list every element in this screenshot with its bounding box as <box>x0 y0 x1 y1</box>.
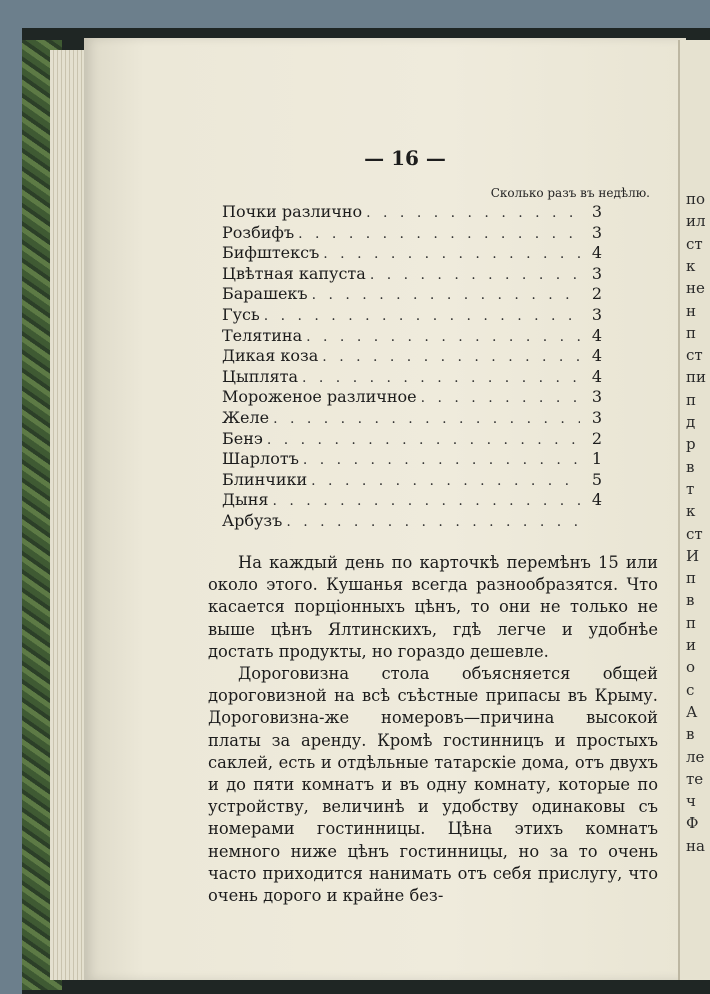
leader-dots <box>273 411 580 427</box>
leader-dots <box>267 432 580 448</box>
times-per-week: 4 <box>591 243 602 263</box>
facing-page-fragment: ил <box>686 212 706 231</box>
menu-row <box>222 305 602 326</box>
facing-page-fragment: ст <box>686 234 703 253</box>
column-header: Сколько разъ въ недѣлю. <box>490 186 650 200</box>
dish-name: Цвѣтная капуста <box>222 263 366 283</box>
menu-row <box>222 511 602 532</box>
times-per-week: 3 <box>591 387 602 407</box>
menu-row <box>222 408 602 429</box>
leader-dots <box>322 349 580 365</box>
menu-row <box>222 243 602 264</box>
leader-dots <box>370 267 580 283</box>
facing-page-fragment: д <box>686 413 696 431</box>
facing-page-fragment: п <box>686 323 696 342</box>
times-per-week: 4 <box>591 346 602 366</box>
leader-dots <box>366 205 580 221</box>
facing-page-fragment: ле <box>686 747 705 766</box>
menu-row <box>222 346 602 367</box>
times-per-week: 2 <box>591 428 602 448</box>
dish-name: Дикая коза <box>222 346 319 366</box>
facing-page-fragment: с <box>686 680 695 699</box>
dish-name: Цыплята <box>222 366 298 386</box>
dish-name: Бенэ <box>222 428 263 448</box>
menu-row <box>222 264 602 285</box>
menu-row <box>222 429 602 450</box>
facing-page-fragment: о <box>686 658 696 677</box>
leader-dots <box>302 370 580 386</box>
leader-dots <box>421 390 580 406</box>
menu-row <box>222 490 602 511</box>
times-per-week: 3 <box>591 222 602 242</box>
dish-name: Шарлотъ <box>222 449 299 469</box>
times-per-week: 3 <box>591 263 602 283</box>
dish-name: Бифштексъ <box>222 243 320 263</box>
menu-row <box>222 367 602 388</box>
dish-name: Гусь <box>222 304 260 324</box>
facing-page-fragment: И <box>686 546 700 565</box>
dish-name: Арбузъ <box>222 510 283 530</box>
times-per-week: 3 <box>591 202 602 221</box>
facing-page-fragment: к <box>686 502 696 521</box>
menu-row <box>222 223 602 244</box>
facing-page-fragment: к <box>686 256 696 275</box>
leader-dots <box>303 452 580 468</box>
facing-page-fragment: п <box>686 613 696 632</box>
times-per-week: 2 <box>591 284 602 304</box>
facing-page-fragment: в <box>686 457 695 476</box>
dish-name: Почки различно <box>222 202 363 221</box>
leader-dots <box>286 514 580 530</box>
times-per-week: 3 <box>591 304 602 324</box>
times-per-week: 1 <box>591 449 602 469</box>
facing-page-edge <box>678 40 710 980</box>
facing-page-fragment: ст <box>686 346 703 365</box>
dish-name: Желе <box>222 407 270 427</box>
facing-page-fragment: по <box>686 190 706 208</box>
facing-page-fragment: р <box>686 435 696 454</box>
times-per-week: 5 <box>591 469 602 489</box>
times-per-week: 4 <box>591 325 602 345</box>
facing-page-fragment: т <box>686 479 695 498</box>
menu-list <box>222 202 602 532</box>
body-text <box>208 552 658 907</box>
dish-name: Дыня <box>222 490 269 510</box>
paragraph: Дороговизна стола объясняется общей дороговизной на всѣ съѣстные припасы въ Крыму. Дороговизна-же номеровъ—причина высокой платы за аренду. Кромѣ гостинницъ и простыхъ саклей, есть и отдѣльные татарскіе дома, отъ двухъ и до пяти комнатъ и въ одну комнату, которые по устройству, величинѣ и удобству одинаковы съ номерами гостинницы. Цѣна этихъ комнатъ немного ниже цѣнъ гостинницы, но за то очень часто приходится нанимать отъ себя прислугу, что очень дорого и крайне без- <box>208 664 658 906</box>
leader-dots <box>298 226 580 242</box>
leader-dots <box>264 308 580 324</box>
dish-name: Розбифъ <box>222 222 295 242</box>
facing-page-fragment: п <box>686 569 696 588</box>
dish-name: Блинчики <box>222 469 308 489</box>
facing-page-fragment: А <box>686 702 698 721</box>
dish-name: Барашекъ <box>222 284 308 304</box>
times-per-week: 4 <box>591 490 602 510</box>
facing-page-fragment: те <box>686 769 704 788</box>
facing-page-fragment: ч <box>686 792 696 811</box>
paragraph: На каждый день по карточкѣ перемѣнъ 15 или около этого. Кушанья всегда разнообразятся. Что касается порціонныхъ цѣнъ, то они не только не выше цѣнъ Ялтинскихъ, гдѣ легче и удобнѣе достать продукты, но гораздо дешевле. <box>208 553 658 661</box>
facing-page-fragment: в <box>686 725 695 744</box>
facing-page-fragment: п <box>686 390 696 409</box>
facing-page-fragment: на <box>686 836 705 855</box>
facing-page-fragment: н <box>686 301 696 320</box>
leader-dots <box>273 493 581 509</box>
leader-dots <box>306 329 580 345</box>
facing-page-fragment: пи <box>686 368 706 387</box>
facing-page-fragment: Ф <box>686 814 699 833</box>
dish-name: Мороженое различное <box>222 387 417 407</box>
facing-page-fragment: и <box>686 636 696 654</box>
menu-row <box>222 284 602 305</box>
leader-dots <box>312 287 580 303</box>
menu-row <box>222 202 602 223</box>
leader-dots <box>323 246 580 262</box>
times-per-week: 3 <box>591 407 602 427</box>
menu-row <box>222 449 602 470</box>
facing-page-fragment: не <box>686 279 705 298</box>
menu-row <box>222 387 602 408</box>
facing-page-fragment: в <box>686 591 695 610</box>
page-number: — 16 — <box>364 146 446 170</box>
menu-row <box>222 326 602 347</box>
menu-row <box>222 470 602 491</box>
facing-page-fragment: ст <box>686 524 703 543</box>
dish-name: Телятина <box>222 325 303 345</box>
leader-dots <box>311 473 580 489</box>
times-per-week: 4 <box>591 366 602 386</box>
